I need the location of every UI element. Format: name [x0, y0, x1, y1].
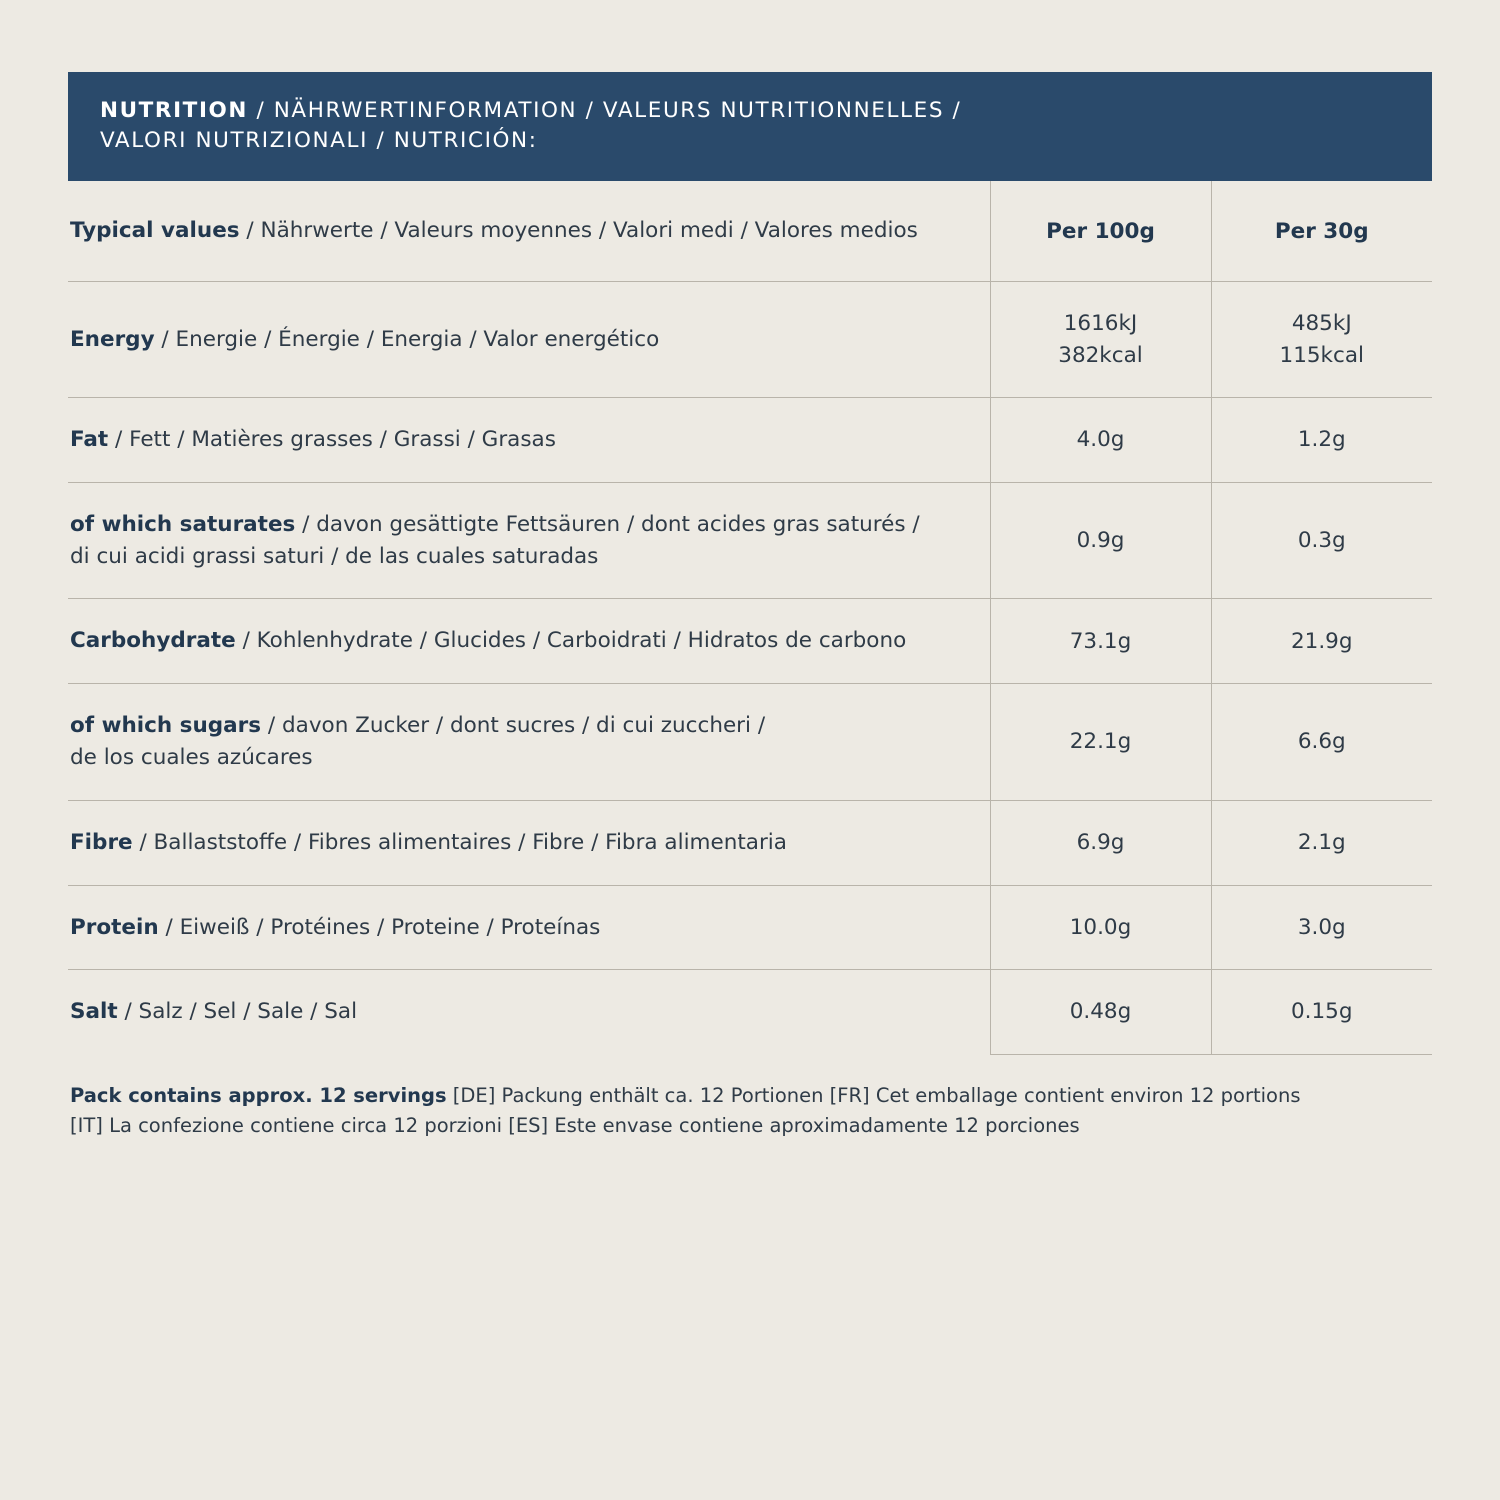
table-row — [68, 282, 1432, 398]
row-label-bold: Protein — [70, 914, 159, 940]
row-label-bold: of which saturates — [70, 511, 296, 537]
nutrition-table — [68, 181, 1432, 1054]
row-label-rest: / davon gesättigte Fettsäuren / dont acides gras saturés / — [295, 511, 920, 537]
table-row — [68, 970, 1432, 1054]
row-label-line-2: di cui acidi grassi saturi / de las cuales saturadas — [70, 543, 599, 569]
row-value-per-100g: 0.48g — [990, 970, 1211, 1054]
table-row — [68, 599, 1432, 684]
nutrition-header-band — [68, 72, 1432, 181]
row-value-per-30g: 3.0g — [1211, 885, 1432, 970]
row-label-rest: / Eiweiß / Protéines / Proteine / Proteínas — [158, 914, 601, 940]
row-label-rest: / Salz / Sel / Sale / Sal — [117, 999, 358, 1025]
table-row — [68, 684, 1432, 801]
header-title-line-1 — [100, 96, 1400, 126]
row-label — [68, 599, 990, 684]
row-label — [68, 684, 990, 801]
row-value-per-100g: 4.0g — [990, 397, 1211, 482]
row-label-bold: of which sugars — [70, 713, 262, 739]
row-value-secondary: 382kcal — [1058, 342, 1143, 368]
row-value-secondary: 115kcal — [1279, 342, 1364, 368]
servings-footnote-bold: Pack contains approx. 12 servings — [70, 1083, 447, 1107]
nutrition-panel — [68, 72, 1432, 1141]
row-value-per-30g: 2.1g — [1211, 800, 1432, 885]
row-value-per-100g: 22.1g — [990, 684, 1211, 801]
column-header-label-bold: Typical values — [70, 218, 240, 244]
row-value-per-30g: 1.2g — [1211, 397, 1432, 482]
row-label-rest: / Ballaststoffe / Fibres alimentaires / Fibre / Fibra alimentaria — [132, 829, 787, 855]
row-label — [68, 282, 990, 398]
row-label — [68, 970, 990, 1054]
table-row — [68, 800, 1432, 885]
header-title-bold: NUTRITION — [100, 98, 249, 123]
table-row — [68, 885, 1432, 970]
row-value-primary: 1616kJ — [1063, 311, 1138, 337]
row-label — [68, 397, 990, 482]
row-label-bold: Fibre — [70, 829, 133, 855]
column-header-per-30g: Per 30g — [1211, 181, 1432, 281]
table-header-row — [68, 181, 1432, 281]
row-value-per-100g — [990, 282, 1211, 398]
row-value-per-100g: 10.0g — [990, 885, 1211, 970]
header-title-rest: / NÄHRWERTINFORMATION / VALEURS NUTRITIONNELLES / — [248, 98, 962, 123]
row-value-per-100g: 6.9g — [990, 800, 1211, 885]
servings-footnote-line-1 — [70, 1081, 1432, 1111]
row-value-primary: 485kJ — [1291, 311, 1352, 337]
row-value-per-30g: 0.3g — [1211, 482, 1432, 599]
row-label-rest: / Fett / Matières grasses / Grassi / Grasas — [108, 426, 556, 452]
row-label-bold: Fat — [70, 426, 109, 452]
row-value-per-100g: 0.9g — [990, 482, 1211, 599]
row-label-rest: / davon Zucker / dont sucres / di cui zuccheri / — [261, 713, 766, 739]
row-label — [68, 885, 990, 970]
row-label-bold: Salt — [70, 999, 118, 1025]
servings-footnote — [68, 1081, 1432, 1141]
row-label — [68, 800, 990, 885]
row-value-per-30g: 6.6g — [1211, 684, 1432, 801]
row-label-rest: / Energie / Énergie / Energia / Valor energético — [154, 326, 660, 352]
row-label-rest: / Kohlenhydrate / Glucides / Carboidrati / Hidratos de carbono — [235, 628, 907, 654]
row-value-per-100g: 73.1g — [990, 599, 1211, 684]
servings-footnote-line-2: [IT] La confezione contiene circa 12 porzioni [ES] Este envase contiene aproximadamente 12 porciones — [70, 1113, 1080, 1137]
table-row — [68, 482, 1432, 599]
column-header-label — [68, 181, 990, 281]
row-label-bold: Energy — [70, 326, 155, 352]
table-row — [68, 397, 1432, 482]
column-header-per-100g: Per 100g — [990, 181, 1211, 281]
row-value-per-30g: 21.9g — [1211, 599, 1432, 684]
servings-footnote-rest: [DE] Packung enthält ca. 12 Portionen [FR] Cet emballage contient environ 12 portions — [446, 1083, 1301, 1107]
header-title-line-2: VALORI NUTRIZIONALI / NUTRICIÓN: — [100, 127, 538, 153]
row-label-bold: Carbohydrate — [70, 628, 236, 654]
row-value-per-30g: 0.15g — [1211, 970, 1432, 1054]
row-label-line-2: de los cuales azúcares — [70, 744, 313, 770]
column-header-label-rest: / Nährwerte / Valeurs moyennes / Valori medi / Valores medios — [239, 218, 918, 244]
row-label — [68, 482, 990, 599]
row-value-per-30g — [1211, 282, 1432, 398]
